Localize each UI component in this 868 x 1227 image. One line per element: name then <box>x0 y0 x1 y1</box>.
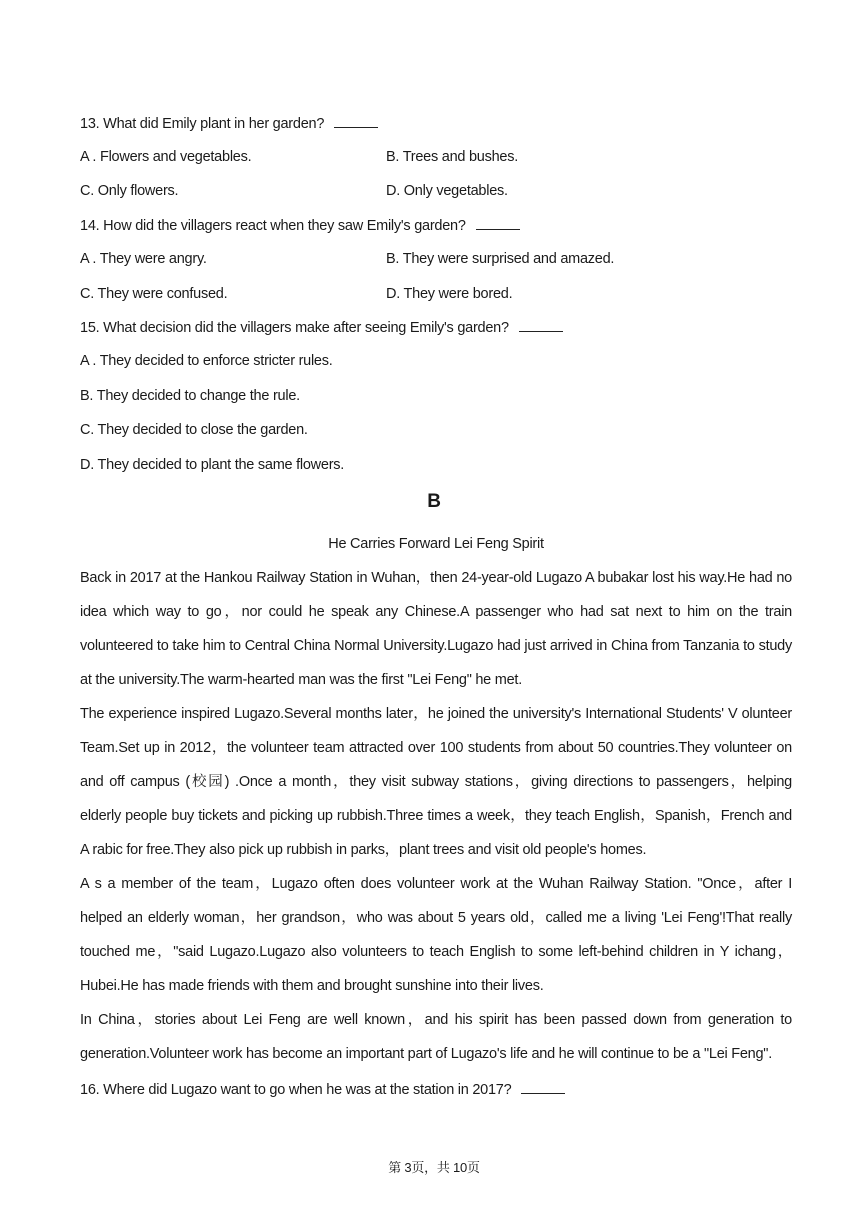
passage-paragraph: In China，stories about Lei Feng are well known，and his spirit has been passed down from generation to generation.Volunteer work has become an important part of Lugazo's life and he will continue to be a "Lei Feng". <box>80 1012 792 1062</box>
question-14-stem: 14. How did the villagers react when they saw Emily's garden? <box>80 216 520 236</box>
question-13-option-a: A . Flowers and vegetables. <box>80 149 252 165</box>
section-label: B <box>427 491 441 512</box>
answer-blank <box>521 1081 565 1094</box>
question-14-option-b: B. They were surprised and amazed. <box>386 251 615 267</box>
question-15-stem: 15. What decision did the villagers make after seeing Emily's garden? <box>80 318 563 338</box>
question-14-option-c: C. They were confused. <box>80 286 228 302</box>
passage-title: He Carries Forward Lei Feng Spirit <box>328 536 544 552</box>
question-14-option-d: D. They were bored. <box>386 286 513 302</box>
answer-blank <box>476 217 520 230</box>
answer-blank <box>519 319 563 332</box>
question-13-option-d: D. Only vegetables. <box>386 183 508 199</box>
question-13-stem: 13. What did Emily plant in her garden? <box>80 114 378 134</box>
passage-paragraph: A s a member of the team，Lugazo often does volunteer work at the Wuhan Railway Station. "Once，after I helped an elderly woman，her grandson，who was about 5 years old，called me a living 'Lei Feng'!That really touched me，"said Lugazo.Lugazo also volunteers to teach English to some left-behind children in Y ichang，Hubei.He has made friends with them and brought sunshine into their lives. <box>80 876 792 994</box>
page-number-footer: 第 3页，共 10页 <box>388 1160 480 1175</box>
question-14-option-a: A . They were angry. <box>80 251 207 267</box>
question-13-option-c: C. Only flowers. <box>80 183 179 199</box>
question-13-option-b: B. Trees and bushes. <box>386 149 519 165</box>
question-16-stem: 16. Where did Lugazo want to go when he was at the station in 2017? <box>80 1080 565 1100</box>
question-15-option-b: B. They decided to change the rule. <box>80 388 300 404</box>
question-15-option-d: D. They decided to plant the same flowers. <box>80 457 345 473</box>
question-15-option-c: C. They decided to close the garden. <box>80 422 308 438</box>
passage-paragraph: The experience inspired Lugazo.Several months later，he joined the university's International Students' V olunteer Team.Set up in 2012，the volunteer team attracted over 100 students from about 50 countries.They volunteer on and off campus (校园) .Once a month，they visit subway stations，giving directions to passengers，helping elderly people buy tickets and picking up rubbish.Three times a week，they teach English，Spanish，French and A rabic for free.They also pick up rubbish in parks，plant trees and visit old people's homes. <box>80 706 792 858</box>
question-15-option-a: A . They decided to enforce stricter rules. <box>80 353 333 369</box>
passage-paragraph: Back in 2017 at the Hankou Railway Station in Wuhan，then 24-year-old Lugazo A bubakar lost his way.He had no idea which way to go，nor could he speak any Chinese.A passenger who had sat next to him on the train volunteered to take him to Central China Normal University.Lugazo had just arrived in China from Tanzania to study at the university.The warm-hearted man was the first "Lei Feng" he met. <box>80 570 792 688</box>
answer-blank <box>334 115 378 128</box>
